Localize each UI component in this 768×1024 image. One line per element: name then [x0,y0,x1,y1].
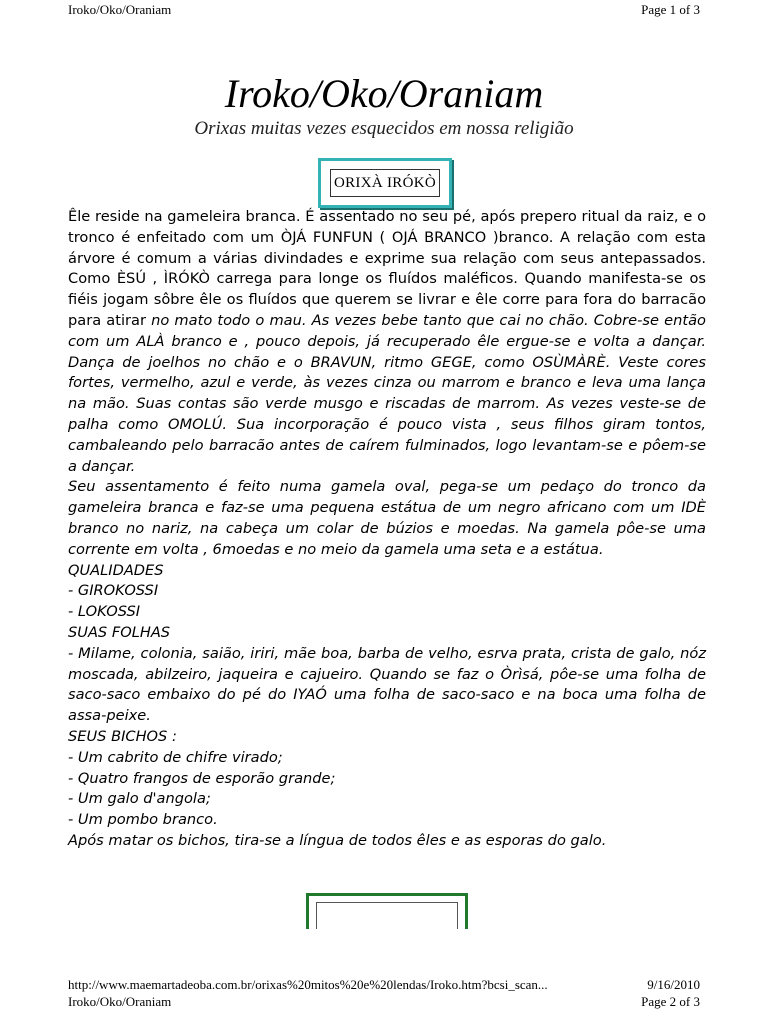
orixa-badge [318,158,452,208]
paragraph-description [68,207,706,477]
orixa-badge-label: ORIXÀ IRÓKÒ [330,169,440,197]
folhas-text: - Milame, colonia, saião, iriri, mãe boa, barba de velho, esrva prata, crista de galo, nóz moscada, abilzeiro, jaqueira e cajueiro. Quando se faz o Òrìsá, pôe-se uma folha de saco-saco embaixo do pé do IYAÓ uma folha de saco-saco e na boca uma folha de assa-peixe. [68,644,706,725]
article-body [68,207,706,852]
decorative-frame-inner [316,902,458,929]
qualidades-item: - LOKOSSI [68,603,141,621]
paragraph-assentamento: Seu assentamento é feito numa gamela oval, pega-se um pedaço do tronco da gameleira branca e faz-se uma pequena estátua de um negro africano com um IDÈ branco no nariz, na cabeça um colar de búzios e moedas. Na gamela pôe-se uma corrente em volta , 6moedas e no meio da gamela uma seta e a estátua. [68,478,706,558]
paragraph-description-normal: Êle reside na gameleira branca. É assentado no seu pé, após prepero ritual da raiz, e o tronco é enfeitado com um ÒJÁ FUNFUN ( OJÁ BRANCO )branco. A relação com esta árvore é comum a várias divindades e exprime sua relação com seus antepassados. Como ÈSÚ , ÌRÓKÒ carrega para longe os fluídos maléficos. Quando manifesta-se os fiéis jogam sôbre êle os fluídos que querem se livrar e êle corre para fora do barracão para atirar [68,208,706,329]
bichos-item: - Um pombo branco. [68,811,218,829]
document-subtitle: Orixas muitas vezes esquecidos em nossa religião [194,118,574,139]
footer-page-number: Page 2 of 3 [641,994,700,1009]
bichos-item: - Um cabrito de chifre virado; [68,748,283,766]
qualidades-item: - GIROKOSSI [68,582,159,600]
header-doc-title: Iroko/Oko/Oraniam [68,2,172,17]
page-header [68,2,700,18]
bichos-heading: SEUS BICHOS : [68,727,177,745]
qualidades-heading: QUALIDADES [68,561,164,579]
footer-date: 9/16/2010 [647,977,700,992]
footer-url: http://www.maemartadeoba.com.br/orixas%20mitos%20e%20lendas/Iroko.htm?bcsi_scan... [68,977,548,992]
folhas-heading: SUAS FOLHAS [68,623,171,641]
bichos-closing: Após matar os bichos, tira-se a língua de todos êles e as esporas do galo. [68,831,607,849]
page-footer-title-row [68,994,700,1010]
page-footer-url-row [68,977,700,993]
footer-doc-title: Iroko/Oko/Oraniam [68,994,172,1009]
decorative-frame [306,893,468,929]
document-title: Iroko/Oko/Oraniam [224,71,544,116]
paragraph-description-italic: no mato todo o mau. As vezes bebe tanto que cai no chão. Cobre-se então com um ALÀ branco e , pouco depois, já recuperado êle ergue-se e volta a dançar. Dança de joelhos no chão e o BRAVUN, ritmo GEGE, como OSÙMÀRÈ. Veste cores fortes, vermelho, azul e verde, às vezes cinza ou marrom e branco e leva uma lança na mão. Suas contas são verde musgo e riscadas de marrom. As vezes veste-se de palha como OMOLÚ. Sua incorporação é pouco vista , seus filhos giram tontos, cambaleando pelo barracão antes de caírem fulminados, logo levantam-se e pôem-se a dançar. [68,311,706,475]
header-page-number: Page 1 of 3 [641,2,700,17]
bichos-item: - Um galo d'angola; [68,790,211,808]
bichos-item: - Quatro frangos de esporão grande; [68,769,336,787]
